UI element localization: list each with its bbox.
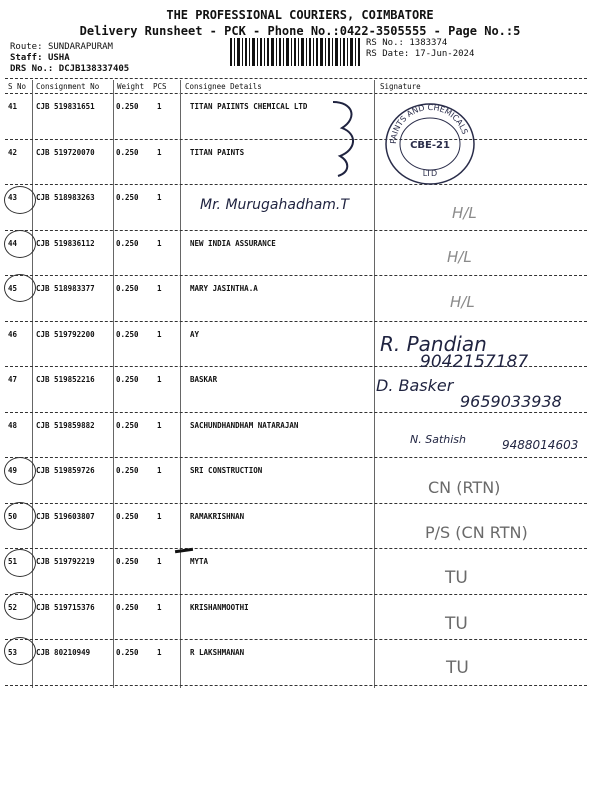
cell-consignment-no: CJB 519715376	[36, 602, 95, 612]
handwritten-remark: CN (RTN)	[428, 478, 501, 497]
handwritten-signature: N. Sathish	[410, 433, 466, 446]
cell-sno: 44	[8, 238, 18, 248]
col-header-consignee: Consignee Details	[185, 82, 262, 91]
row-divider	[5, 230, 587, 231]
cell-pcs: 1	[157, 147, 162, 157]
cell-weight: 0.250	[116, 648, 139, 657]
drs-value: DCJB138337405	[58, 64, 130, 74]
staff-label: Staff:	[10, 53, 43, 63]
rs-no-value: 1383374	[409, 38, 448, 48]
circle-mark	[4, 592, 36, 620]
cell-weight: 0.250	[116, 329, 139, 339]
cell-weight: 0.250	[116, 147, 139, 157]
row-divider	[5, 639, 587, 640]
cell-consignee: TITAN PAINTS	[190, 147, 245, 157]
handwritten-remark: TU	[446, 658, 469, 678]
handwritten-phone: 9659033938	[460, 392, 562, 411]
route-value: SUNDARAPURAM	[47, 42, 113, 52]
circle-mark	[4, 549, 36, 577]
col-divider	[113, 80, 114, 688]
handwritten-signature: H/L	[450, 293, 475, 311]
cell-consignment-no: CJB 519852216	[36, 375, 95, 384]
document-subtitle: Delivery Runsheet - PCK - Phone No.:0422-3505555 - Page No.:5	[79, 24, 521, 38]
cell-weight: 0.250	[116, 466, 139, 475]
col-header-weight: Weight	[117, 82, 145, 91]
circle-mark	[4, 274, 36, 302]
cell-sno: 53	[8, 648, 18, 657]
cell-pcs: 1	[157, 238, 162, 248]
cell-consignment-no: CJB 519603807	[36, 511, 95, 521]
row-divider	[5, 412, 587, 413]
cell-pcs: 1	[157, 511, 162, 521]
cell-weight: 0.250	[116, 238, 139, 248]
handwritten-remark: TU	[445, 568, 468, 588]
handwritten-signature: H/L	[452, 204, 477, 222]
rs-date-line	[366, 49, 474, 59]
stamp-bottom-text: LTD	[422, 169, 438, 178]
row-divider	[5, 184, 587, 185]
drs-line	[10, 64, 129, 74]
table-top-rule	[5, 78, 587, 79]
cell-sno: 49	[8, 466, 18, 475]
handwritten-signature: R. Pandian	[380, 332, 487, 356]
stamp-top-text: PAINTS AND CHEMICALS	[388, 102, 470, 145]
handwritten-signature: H/L	[447, 248, 472, 266]
cell-sno: 42	[8, 147, 18, 157]
cell-consignment-no: CJB 519720070	[36, 147, 95, 157]
circle-mark	[4, 502, 36, 530]
cell-pcs: 1	[157, 375, 162, 384]
rs-date-label: RS Date:	[366, 49, 410, 59]
cell-sno: 51	[8, 557, 18, 566]
header-bottom-rule	[5, 93, 587, 94]
cell-consignment-no: CJB 518983263	[36, 193, 95, 202]
cell-weight: 0.250	[116, 511, 139, 521]
cell-pcs: 1	[157, 602, 162, 612]
cell-consignee: MYTA	[190, 557, 209, 566]
staff-value: USHA	[47, 53, 70, 63]
cell-consignee: R LAKSHMANAN	[190, 648, 245, 657]
handwritten-remark: P/S (CN RTN)	[425, 523, 528, 542]
rs-no-line	[366, 38, 447, 48]
cell-consignment-no: CJB 519859882	[36, 420, 95, 430]
cell-pcs: 1	[157, 466, 162, 475]
cell-consignment-no: CJB 518983377	[36, 284, 95, 293]
cell-consignee: MARY JASINTHA.A	[190, 284, 258, 293]
cell-weight: 0.250	[116, 284, 139, 293]
circle-mark	[4, 186, 36, 214]
row-divider	[5, 321, 587, 322]
cell-sno: 47	[8, 375, 18, 384]
cell-sno: 48	[8, 420, 18, 430]
handwritten-phone: 9042157187	[420, 352, 529, 372]
cell-pcs: 1	[157, 102, 162, 111]
circle-mark	[4, 457, 36, 485]
cell-consignment-no: CJB 519792200	[36, 329, 95, 339]
cell-pcs: 1	[157, 557, 162, 566]
circle-mark	[4, 230, 36, 258]
cell-consignee: KRISHANMOOTHI	[190, 602, 249, 612]
cell-consignee: SACHUNDHANDHAM NATARAJAN	[190, 420, 299, 430]
cell-sno: 50	[8, 511, 18, 521]
barcode	[230, 38, 360, 66]
row-divider	[5, 139, 587, 140]
bracket-scribble	[328, 98, 368, 178]
cell-weight: 0.250	[116, 557, 139, 566]
cell-weight: 0.250	[116, 375, 139, 384]
cell-consignee: RAMAKRISHNAN	[190, 511, 245, 521]
company-stamp	[380, 96, 480, 188]
stamp-middle-text: CBE-21	[410, 140, 450, 151]
handwritten-remark: TU	[445, 614, 468, 634]
col-header-consignment: Consignment No	[36, 82, 100, 91]
cell-sno: 45	[8, 284, 18, 293]
cell-consignment-no: CJB 519836112	[36, 238, 95, 248]
document-title: THE PROFESSIONAL COURIERS, COIMBATORE	[166, 8, 434, 22]
col-header-sno: S No	[8, 82, 27, 91]
cell-sno: 41	[8, 102, 18, 111]
cell-pcs: 1	[157, 193, 162, 202]
cell-consignee: SRI CONSTRUCTION	[190, 466, 263, 475]
handwritten-consignee-name: Mr. Murugahadham.T	[200, 197, 349, 213]
cell-weight: 0.250	[116, 102, 139, 111]
cell-consignment-no: CJB 519859726	[36, 466, 95, 475]
handwritten-signature: D. Basker	[376, 376, 454, 395]
staff-line	[10, 53, 70, 63]
cell-pcs: 1	[157, 648, 162, 657]
cell-consignee: NEW INDIA ASSURANCE	[190, 238, 276, 248]
route-label: Route:	[10, 42, 43, 52]
row-divider	[5, 685, 587, 686]
row-divider	[5, 594, 587, 595]
cell-consignment-no: CJB 80210949	[36, 648, 91, 657]
cell-consignment-no: CJB 519831651	[36, 102, 95, 111]
row-divider	[5, 548, 587, 549]
row-divider	[5, 457, 587, 458]
row-divider	[5, 275, 587, 276]
cell-consignee: BASKAR	[190, 375, 218, 384]
rs-no-label: RS No.:	[366, 38, 404, 48]
cell-sno: 43	[8, 193, 18, 202]
circle-mark	[4, 637, 36, 665]
rs-date-value: 17-Jun-2024	[414, 49, 475, 59]
route-line	[10, 42, 113, 52]
cell-sno: 46	[8, 329, 18, 339]
col-header-signature: Signature	[380, 82, 421, 91]
cell-weight: 0.250	[116, 420, 139, 430]
cell-pcs: 1	[157, 284, 162, 293]
cell-weight: 0.250	[116, 602, 139, 612]
cell-sno: 52	[8, 602, 18, 612]
handwritten-phone: 9488014603	[502, 438, 579, 452]
drs-label: DRS No.:	[10, 64, 54, 74]
cell-weight: 0.250	[116, 193, 139, 202]
cell-pcs: 1	[157, 329, 162, 339]
col-header-pcs: PCS	[153, 82, 167, 91]
cell-consignee: AY	[190, 329, 200, 339]
row-divider	[5, 503, 587, 504]
col-divider	[180, 80, 181, 688]
cell-consignee: TITAN PAIINTS CHEMICAL LTD	[190, 102, 308, 111]
cell-consignment-no: CJB 519792219	[36, 557, 95, 566]
cell-pcs: 1	[157, 420, 162, 430]
col-divider	[374, 80, 375, 688]
